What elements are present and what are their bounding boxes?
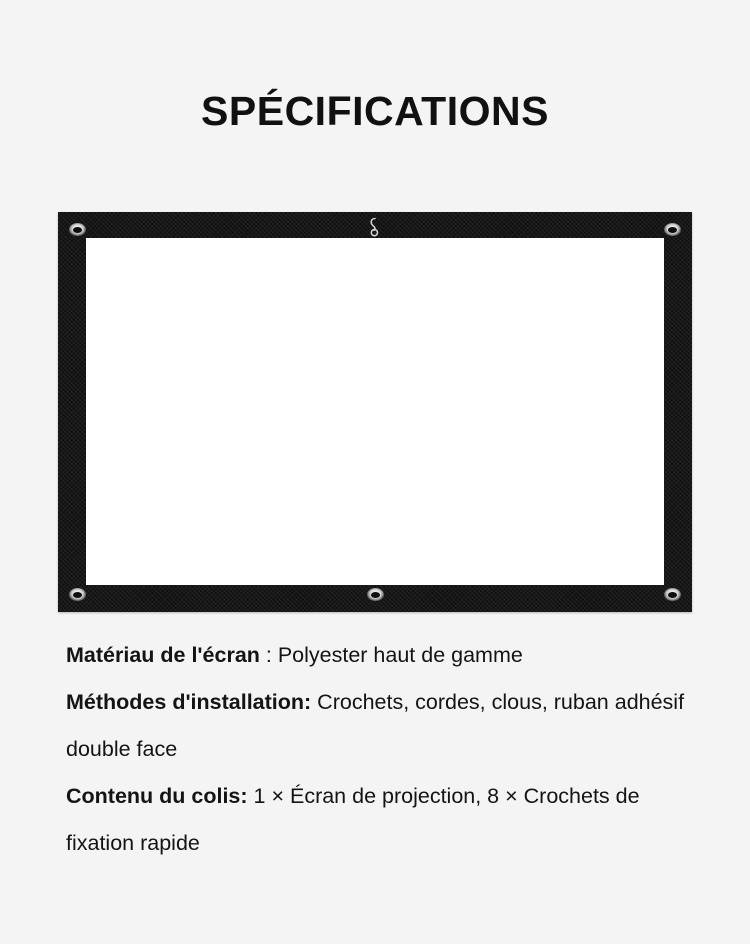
grommet-top-right bbox=[664, 223, 681, 236]
page-title: SPÉCIFICATIONS bbox=[201, 88, 549, 134]
spec-value-material: : Polyester haut de gamme bbox=[265, 643, 523, 667]
grommet-top-left bbox=[69, 223, 86, 236]
spec-item-package bbox=[66, 773, 694, 867]
projection-screen-image bbox=[58, 212, 692, 612]
grommet-bottom-right bbox=[664, 588, 681, 601]
specification-list bbox=[66, 632, 694, 867]
screen-surface bbox=[86, 238, 664, 585]
hook-icon bbox=[368, 217, 382, 239]
spec-value-package: 1 × Écran de projection, 8 × Crochets de fixation rapide bbox=[66, 784, 640, 855]
spec-label-package: Contenu du colis: bbox=[66, 784, 248, 808]
grommet-bottom-center bbox=[367, 588, 384, 601]
grommet-bottom-left bbox=[69, 588, 86, 601]
spec-value-installation: Crochets, cordes, clous, ruban adhésif double face bbox=[66, 690, 685, 761]
screen-frame bbox=[58, 212, 692, 612]
spec-label-installation: Méthodes d'installation: bbox=[66, 690, 312, 714]
spec-label-material: Matériau de l'écran bbox=[66, 643, 266, 667]
spec-item-material bbox=[66, 632, 694, 679]
spec-item-installation bbox=[66, 679, 694, 773]
